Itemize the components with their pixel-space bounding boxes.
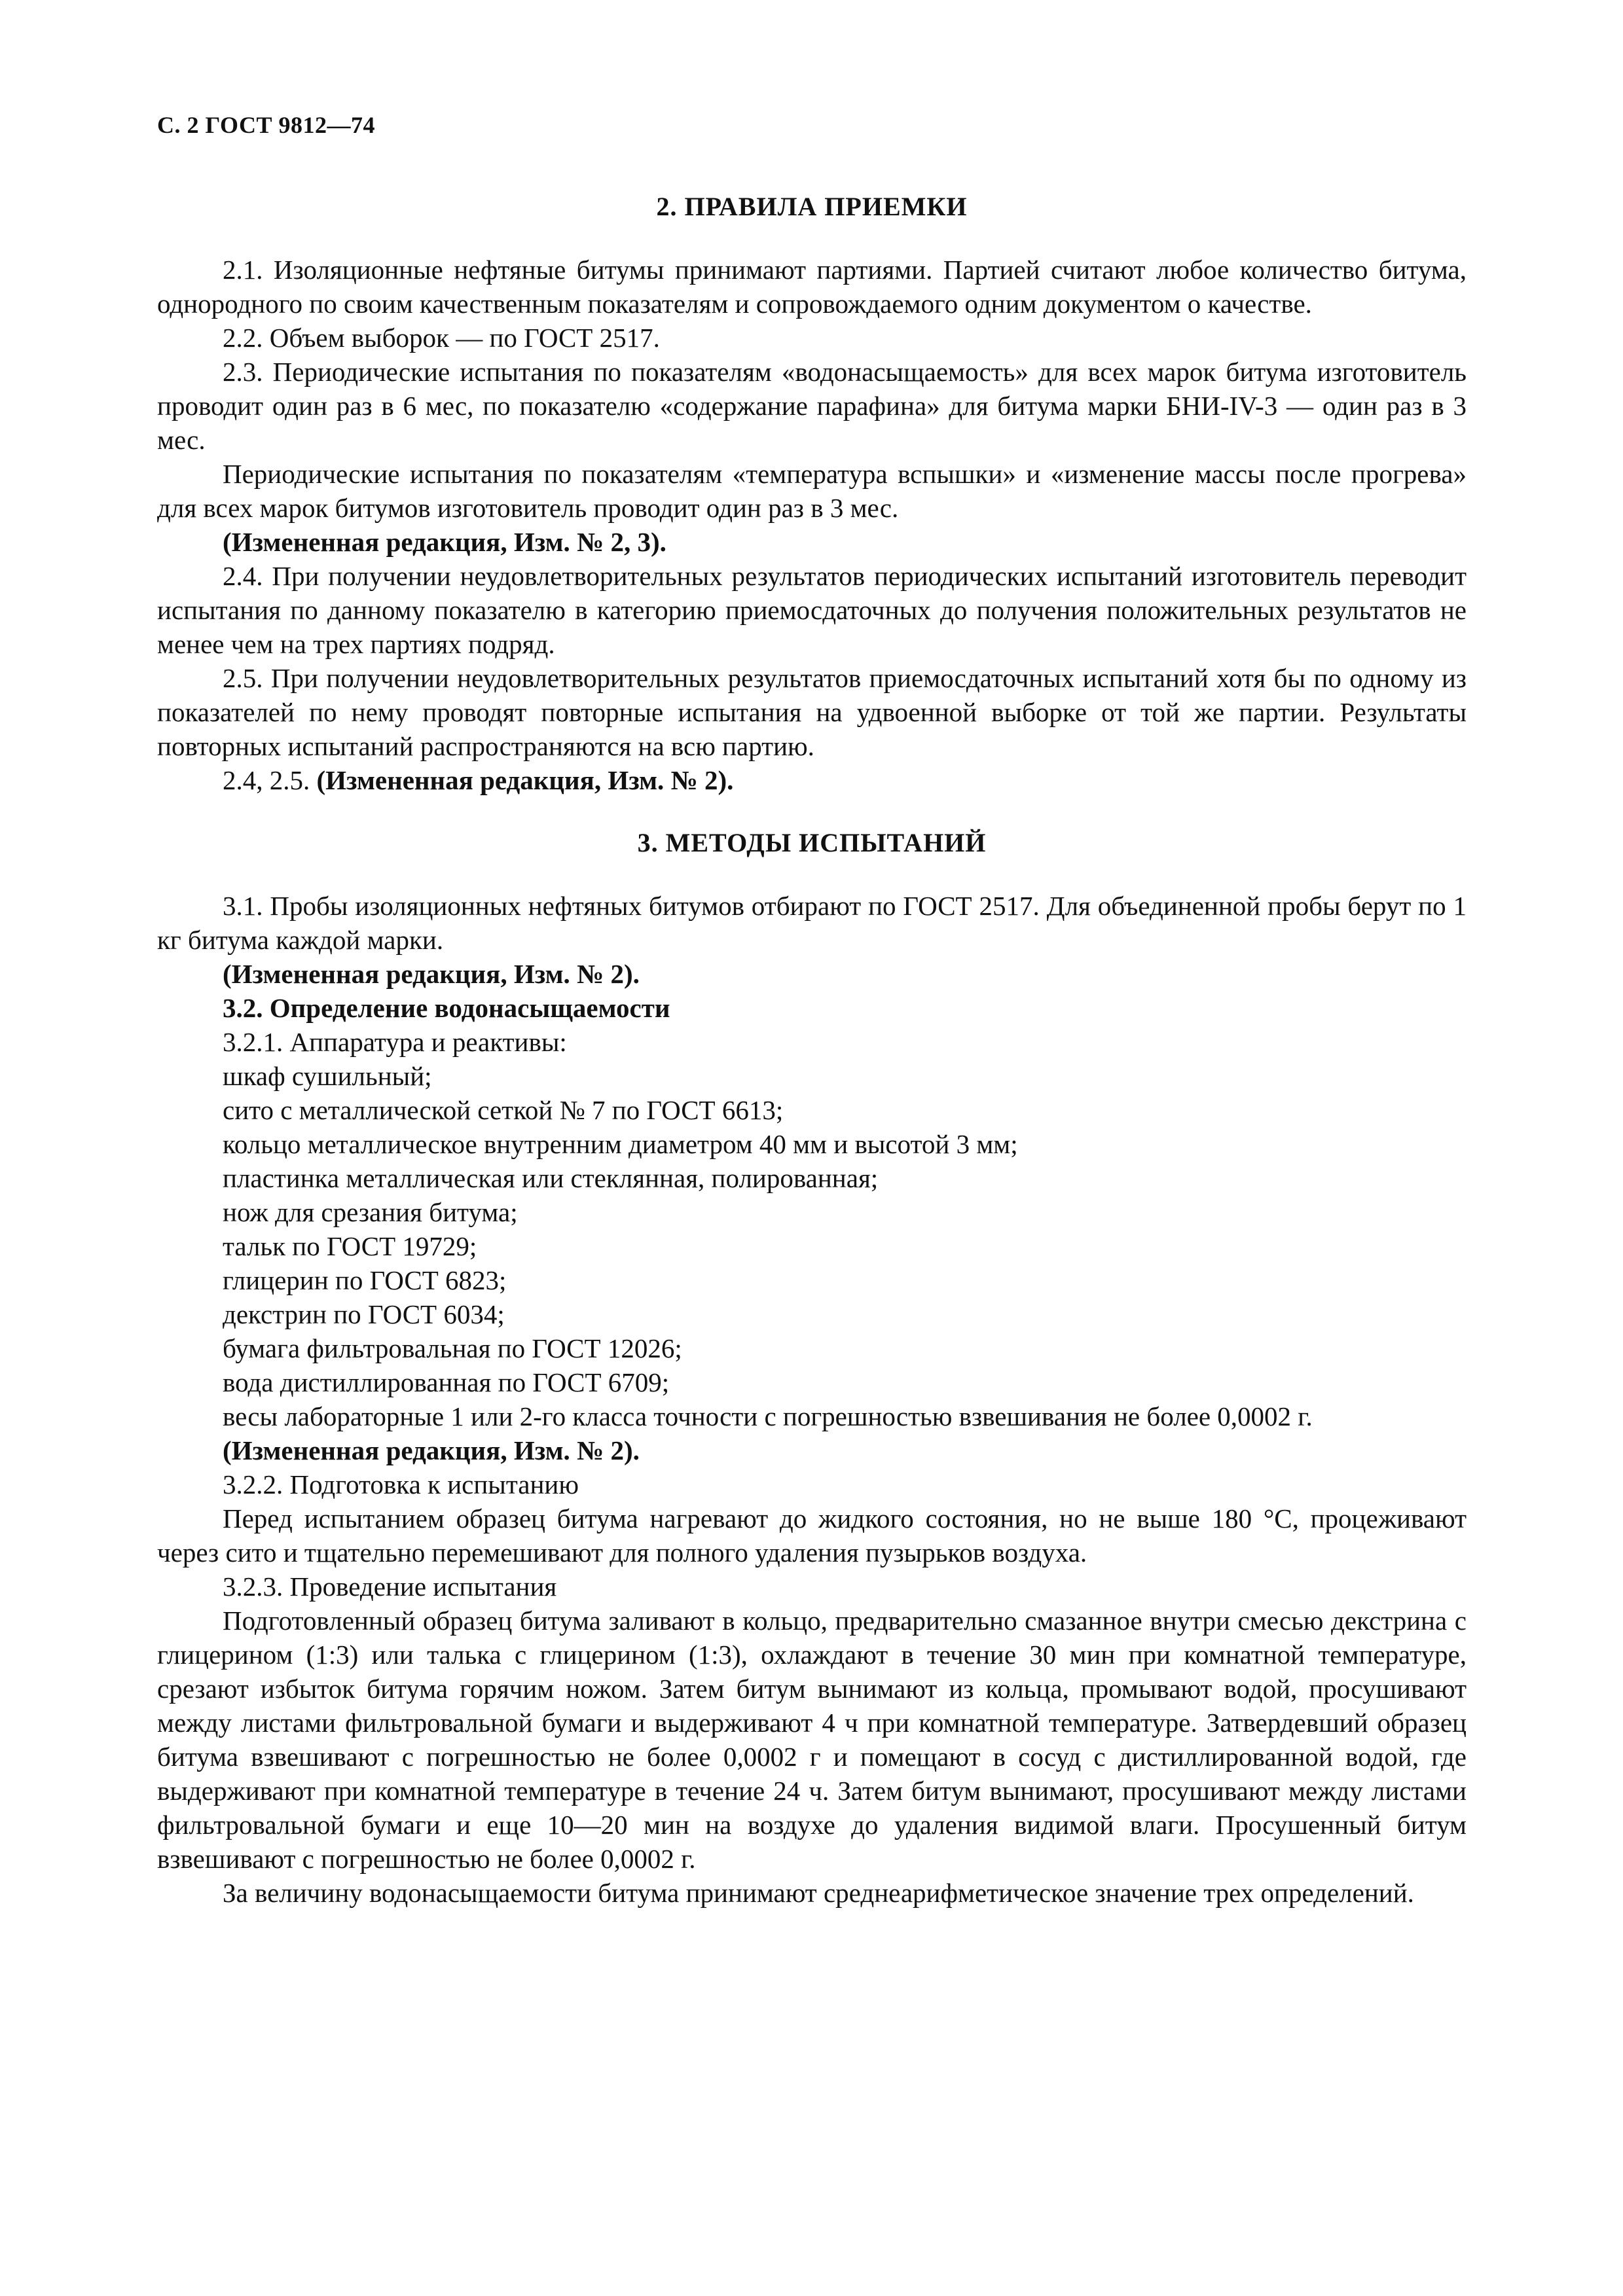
- list-item: сито с металлической сеткой № 7 по ГОСТ 6613;: [223, 1095, 784, 1125]
- list-item: бумага фильтровальная по ГОСТ 12026;: [223, 1333, 682, 1363]
- paragraph-3-2-3: 3.2.3. Проведение испытания: [223, 1571, 557, 1602]
- amendment-note: (Измененная редакция, Изм. № 2).: [223, 959, 640, 989]
- list-item: вода дистиллированная по ГОСТ 6709;: [223, 1367, 670, 1397]
- running-head: С. 2 ГОСТ 9812—74: [157, 112, 375, 138]
- paragraph-3-2-3-text: Подготовленный образец битума заливают в кольцо, предварительно смазанное внутри смесью декстрина с глицерином (1:3) или талька с глицерином (1:3), охлаждают в течение 30 мин при комнатной температуре, срезают избыток битума горячим ножом. Затем битум вынимают из кольца, промывают водой, просушивают между листами фильтровальной бумаги и выдерживают 4 ч при комнатной температуре. Затвердевший образец битума взвешивают с погрешностью не более 0,0002 г и помещают в сосуд с дистиллированной водой, где выдерживают при комнатной температуре в течение 24 ч. Затем битум вынимают, просушивают между листами фильтровальной бумаги и еще 10—20 мин на воздухе до удаления видимой влаги. Просушенный битум взвешивают с погрешностью не более 0,0002 г.: [157, 1605, 1467, 1874]
- list-item: пластинка металлическая или стеклянная, полированная;: [223, 1163, 879, 1193]
- document-body: [157, 183, 1467, 1910]
- note-prefix: 2.4, 2.5.: [223, 765, 317, 795]
- section-2-title: 2. ПРАВИЛА ПРИЕМКИ: [656, 192, 968, 221]
- list-item: нож для срезания битума;: [223, 1197, 518, 1227]
- paragraph-3-2-1: 3.2.1. Аппаратура и реактивы:: [223, 1027, 567, 1057]
- amendment-note: (Измененная редакция, Изм. № 2).: [316, 765, 734, 795]
- list-item: глицерин по ГОСТ 6823;: [223, 1265, 507, 1295]
- paragraph-3-2-2-text: Перед испытанием образец битума нагревают до жидкого состояния, но не выше 180 °С, процеживают через сито и тщательно перемешивают для полного удаления пузырьков воздуха.: [157, 1503, 1467, 1568]
- paragraph-2-1: 2.1. Изоляционные нефтяные битумы принимают партиями. Партией считают любое количество битума, однородного по своим качественным показателям и сопровождаемого одним документом о качестве.: [157, 255, 1467, 319]
- paragraph-2-3-periodic: Периодические испытания по показателям «температура вспышки» и «изменение массы после прогрева» для всех марок битумов изготовитель проводит один раз в 3 мес.: [157, 459, 1467, 523]
- list-item: весы лабораторные 1 или 2-го класса точности с погрешностью взвешивания не более 0,0002 г.: [223, 1401, 1313, 1431]
- paragraph-2-5: 2.5. При получении неудовлетворительных результатов приемосдаточных испытаний хотя бы по одному из показателей по нему проводят повторные испытания на удвоенной выборке от той же партии. Результаты повторных испытаний распространяются на всю партию.: [157, 663, 1467, 761]
- amendment-note: (Измененная редакция, Изм. № 2).: [223, 1435, 640, 1465]
- equipment-list: [157, 1059, 1467, 1433]
- paragraph-2-2: 2.2. Объем выборок — по ГОСТ 2517.: [223, 323, 660, 353]
- paragraph-3-2-2: 3.2.2. Подготовка к испытанию: [223, 1469, 579, 1499]
- list-item: шкаф сушильный;: [223, 1061, 432, 1091]
- paragraph-2-4: 2.4. При получении неудовлетворительных результатов периодических испытаний изготовитель переводит испытания по данному показателю в категорию приемосдаточных до получения положительных результатов не менее чем на трех партиях подряд.: [157, 561, 1467, 659]
- paragraph-2-3: 2.3. Периодические испытания по показателям «водонасыщаемость» для всех марок битума изготовитель проводит один раз в 6 мес, по показателю «содержание парафина» для битума марки БНИ-IV-3 — один раз в 3 мес.: [157, 357, 1467, 455]
- paragraph-result: За величину водонасыщаемости битума принимают среднеарифметическое значение трех определений.: [223, 1878, 1414, 1908]
- paragraph-2-4-2-5-note: [157, 763, 1467, 797]
- section-3-title: 3. МЕТОДЫ ИСПЫТАНИЙ: [637, 828, 987, 857]
- amendment-note: (Измененная редакция, Изм. № 2, 3).: [223, 527, 666, 557]
- subsection-3-2-title: 3.2. Определение водонасыщаемости: [223, 993, 670, 1023]
- list-item: кольцо металлическое внутренним диаметром 40 мм и высотой 3 мм;: [223, 1129, 1018, 1159]
- list-item: декстрин по ГОСТ 6034;: [223, 1299, 505, 1329]
- list-item: тальк по ГОСТ 19729;: [223, 1231, 477, 1261]
- paragraph-3-1: 3.1. Пробы изоляционных нефтяных битумов отбирают по ГОСТ 2517. Для объединенной пробы берут по 1 кг битума каждой марки.: [157, 891, 1467, 955]
